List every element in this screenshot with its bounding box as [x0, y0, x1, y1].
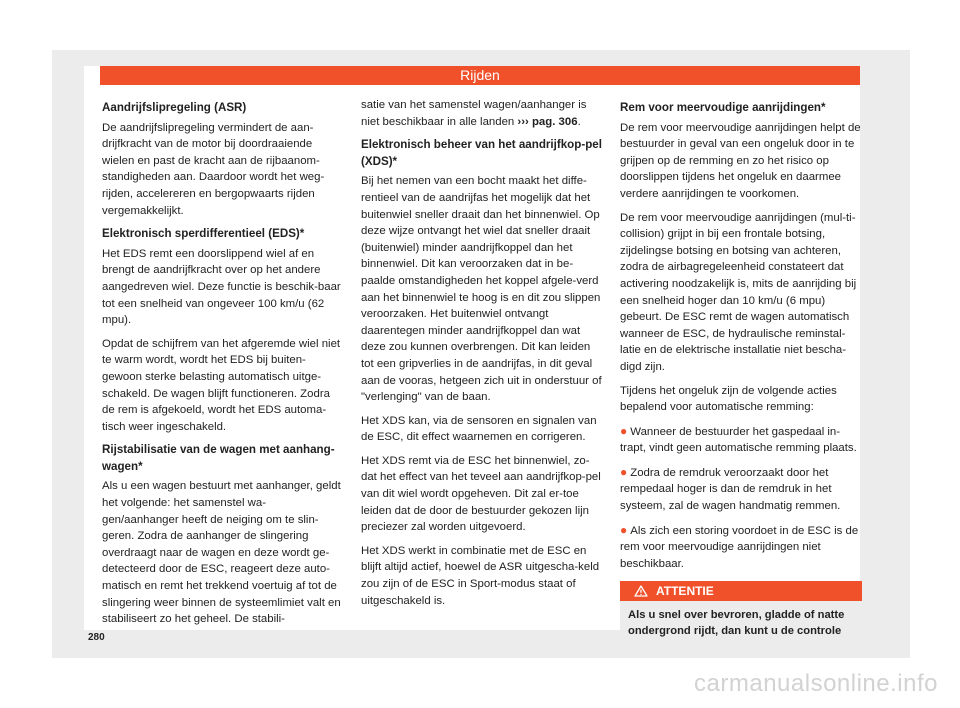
- attention-title: ATTENTIE: [656, 584, 714, 599]
- attention-header: [620, 581, 862, 601]
- paragraph: Als u een wagen bestuurt met aanhanger, geldt het volgende: het samenstel wa-gen/aanhanger heeft de neiging om te slin-geren. Zodra de aanhanger de slingering overdraagt naar de wagen en deze wordt ge-detecteerd door de ESC, reageert deze auto-matisch en remt het trekkend voertuig af tot de slingering weer binnen de systeemlimiet valt en stabiliseert zo het geheel. De stabili-: [102, 480, 341, 626]
- column-1: [102, 100, 342, 635]
- heading-xds: Elektronisch beheer van het aandrijfkop-pel (XDS)*: [361, 138, 602, 168]
- column-2: [361, 97, 603, 616]
- attention-body: Als u snel over bevroren, gladde of natte ondergrond rijdt, dan kunt u de controle: [628, 609, 845, 638]
- section-header: Rijden: [100, 66, 860, 85]
- paragraph: Het XDS werkt in combinatie met de ESC en blijft altijd actief, hoewel de ASR uitgescha-keld zou zijn of de ESC in Sport-modus staat of uitgeschakeld is.: [361, 544, 600, 607]
- bullet-item: [620, 464, 862, 515]
- paragraph: De rem voor meervoudige aanrijdingen helpt de bestuurder in geval van een ongeluk door in te grijpen op de remming en zo het risico op doorslippen tijdens het ongeluk en daarmee verdere aanrijdingen te voorkomen.: [620, 121, 861, 200]
- bullet-text: Als zich een storing voordoet in de ESC is de rem voor meervoudige aanrijdingen niet beschikbaar.: [620, 524, 859, 570]
- paragraph: De aandrijfslipregeling vermindert de aan-drijfkracht van de motor bij doordraaiende wielen en past de kracht aan de rijbaanom-standigheden aan. Daardoor wordt het weg-rijden, accelereren en bergopwaarts rijden vergemakkelijkt.: [102, 121, 325, 217]
- paragraph: Het XDS kan, via de sensoren en signalen van de ESC, dit effect waarnemen en corrigeren.: [361, 414, 597, 444]
- heading-eds: Elektronisch sperdifferentieel (EDS)*: [102, 227, 305, 241]
- attention-box: [620, 581, 862, 642]
- heading-multi-collision-brake: Rem voor meervoudige aanrijdingen*: [620, 101, 826, 114]
- paragraph: Bij het nemen van een bocht maakt het diffe-rentieel van de aandrijfas het mogelijk dat het buitenwiel sneller draait dan het binnenwiel. Op deze wijze ontvangt het wiel dat sneller draait (buitenwiel) minder aandrijfkoppel dan het binnenwiel. Dit kan veroorzaken dat in be-paalde omstandigheden het koppel afgele-verd aan het binnenwiel te hoog is en dit zou slippen veroorzaken. Het buitenwiel ontvangt daarentegen minder aandrijfkoppel dan wat deze zou kunnen overbrengen. Dit kan leiden tot een gripverlies in de aandrijfas, in dit geval aan de vooras, hetgeen zich uit in onderstuur of "verlenging" van de baan.: [361, 175, 602, 404]
- watermark: carmanualsonline.info: [694, 670, 938, 697]
- column-3: [620, 100, 862, 642]
- page-reference-link[interactable]: ››› pag. 306: [517, 115, 578, 128]
- bullet-text: Wanneer de bestuurder het gaspedaal in-trapt, vindt geen automatische remming plaats.: [620, 425, 857, 455]
- bullet-text: Zodra de remdruk veroorzaakt door het rempedaal hoger is dan de remdruk in het systeem, zal de wagen handmatig remmen.: [620, 466, 841, 513]
- paragraph: Tijdens het ongeluk zijn de volgende acties bepalend voor automatische remming:: [620, 384, 837, 414]
- bullet-icon: ●: [620, 423, 628, 438]
- paragraph: Het XDS remt via de ESC het binnenwiel, zo-dat het effect van het teveel aan aandrijfkop-pel van dit wiel wordt opgeheven. Dit zal er-toe leiden dat de door de bestuurder gekozen lijn preciezer zal worden uitgevoerd.: [361, 454, 601, 534]
- paragraph: Opdat de schijfrem van het afgeremde wiel niet te warm wordt, wordt het EDS bij buiten-gewoon sterke belasting automatisch uitge-schakeld. De wagen blijft functioneren. Zodra de rem is afgekoeld, wordt het EDS automa-tisch weer ingeschakeld.: [102, 337, 341, 433]
- page-number: 280: [88, 632, 105, 643]
- bullet-item: [620, 522, 862, 573]
- bullet-icon: ●: [620, 522, 628, 537]
- heading-trailer-stabilisation: Rijstabilisatie van de wagen met aanhang-wagen*: [102, 443, 335, 473]
- paragraph: [361, 97, 603, 130]
- heading-asr: Aandrijfslipregeling (ASR): [102, 101, 247, 114]
- paragraph-text: satie van het samenstel wagen/aanhanger is niet beschikbaar in alle landen: [361, 99, 587, 128]
- paragraph: De rem voor meervoudige aanrijdingen (mul-ti-collision) grijpt in bij een frontale botsing, zijdelingse botsing en botsing van achteren, zodra de airbagregeleenheid constateert dat activering noodzakelijk is, mits de aanrijding bij een snelheid hoger dan 10 km/u (6 mpu) gebeurt. De ESC remt de wagen automatisch wanneer de ESC, de hydraulische reminstal-latie en de elektrische installatie niet bescha-digd zijn.: [620, 211, 857, 373]
- warning-triangle-icon: [634, 585, 648, 597]
- bullet-icon: ●: [620, 464, 628, 479]
- bullet-item: [620, 423, 862, 457]
- paragraph: Het EDS remt een doorslippend wiel af en brengt de aandrijfkracht over op het andere aangedreven wiel. Deze functie is beschik-baar tot een snelheid van ongeveer 100 km/u (62 mpu).: [102, 247, 341, 327]
- paragraph-end: .: [577, 115, 581, 128]
